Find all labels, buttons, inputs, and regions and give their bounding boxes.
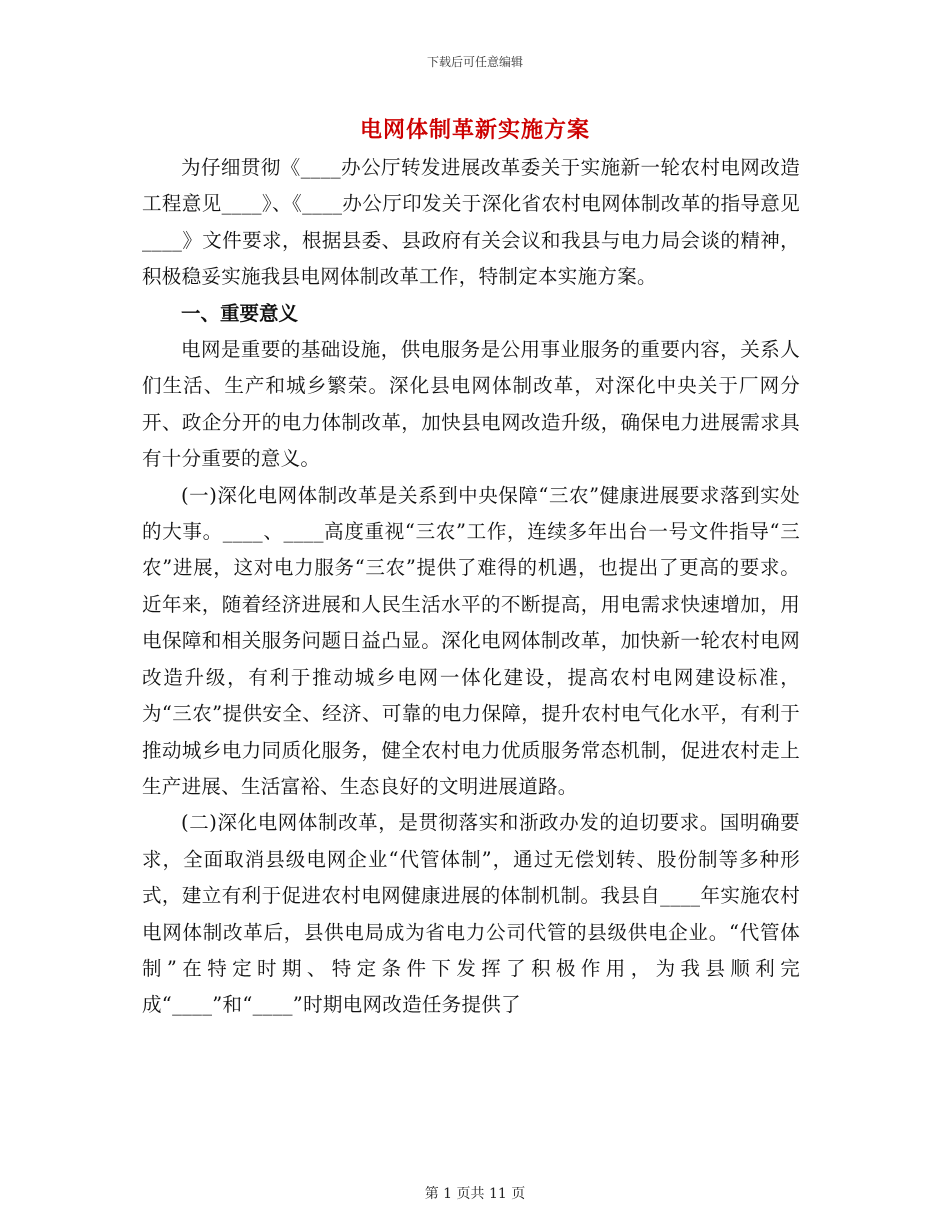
document-body [142,150,800,1024]
page-header: 下载后可任意编辑 [426,55,523,69]
page-footer: 第 1 页共 11 页 [424,1186,526,1202]
intro-paragraph: 为仔细贯彻《____办公厅转发进展改革委关于实施新一轮农村电网改造工程意见____》、《____办公厅印发关于深化省农村电网体制改革的指导意见____》文件要求，根据县委、县政府有关会议和我县与电力局会谈的精神，积极稳妥实施我县电网体制改革工作，特制定本实施方案。 [142,156,800,289]
body-paragraph: 电网是重要的基础设施，供电服务是公用事业服务的重要内容，关系人们生活、生产和城乡繁荣。深化县电网体制改革，对深化中央关于厂网分开、政企分开的电力体制改革，加快县电网改造升级，确保电力进展需求具有十分重要的意义。 [142,338,800,471]
body-paragraph: (二)深化电网体制改革，是贯彻落实和浙政办发的迫切要求。国明确要求，全面取消县级电网企业“代管体制”，通过无偿划转、股份制等多种形式，建立有利于促进农村电网健康进展的体制机制。我县自____年实施农村电网体制改革后，县供电局成为省电力公司代管的县级供电企业。“代管体制”在特定时期、特定条件下发挥了积极作用，为我县顺利完成“____”和“____”时期电网改造任务提供了 [142,811,800,1017]
document-title: 电网体制革新实施方案 [359,117,590,143]
section-heading: 一、重要意义 [181,301,299,325]
body-paragraph: (一)深化电网体制改革是关系到中央保障“三农”健康进展要求落到实处的大事。____、____高度重视“三农”工作，连续多年出台一号文件指导“三农”进展，这对电力服务“三农”提供了难得的机遇，也提出了更高的要求。近年来，随着经济进展和人民生活水平的不断提高，用电需求快速增加，用电保障和相关服务问题日益凸显。深化电网体制改革，加快新一轮农村电网改造升级，有利于推动城乡电网一体化建设，提高农村电网建设标准，为“三农”提供安全、经济、可靠的电力保障，提升农村电气化水平，有利于推动城乡电力同质化服务，健全农村电力优质服务常态机制，促进农村走上生产进展、生活富裕、生态良好的文明进展道路。 [142,483,800,798]
